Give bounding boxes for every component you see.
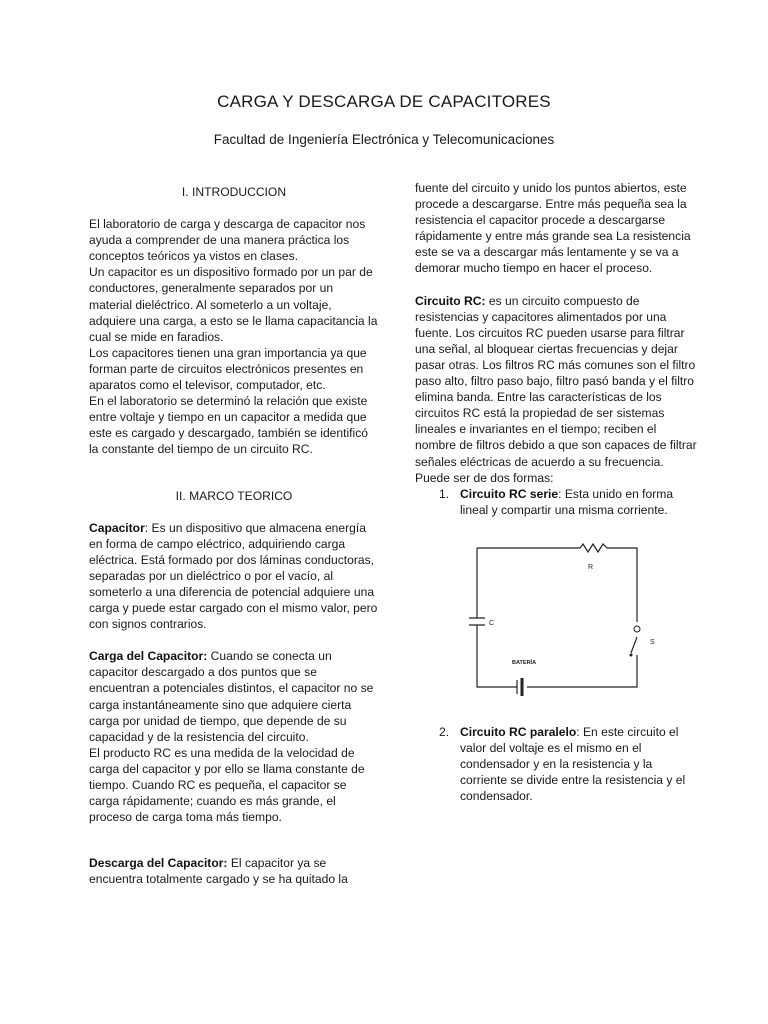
- carga-text: Cuando se conecta un capacitor descargado a dos puntos que se encuentran a potenciales distintos, el capacitor no se carga instantáneamente sino que adquiere cierta carga por unidad de tiempo, que depende de su capacidad y de la resistencia del circuito.: [89, 649, 374, 744]
- list-number: 1.: [439, 486, 450, 501]
- carga-paragraph-2: El producto RC es una medida de la velocidad de carga del capacitor y por ello se llama constante de tiempo. Cuando RC es pequeña, el capacitor se carga rápidamente; cuando es más grande, el proceso de carga toma más tiempo.: [89, 745, 365, 825]
- capacitor-plates: [469, 618, 485, 625]
- capacitor-text: : Es un dispositivo que almacena energía en forma de campo eléctrico, adquiriendo carga eléctrica. Está formado por dos láminas conductoras, separadas por un dieléctrico o por el vacío, al someterlo a una diferencia de potencial adquiere una carga y puede estar cargado con el mismo valor, pero con signos contrarios.: [89, 520, 378, 632]
- switch-contact-bottom: [630, 653, 633, 656]
- rc-paragraph: [415, 293, 700, 470]
- label-r: R: [588, 563, 594, 571]
- marco-heading: II. MARCO TEORICO: [175, 488, 293, 503]
- descarga-term: Descarga del Capacitor:: [89, 856, 228, 871]
- item2-text: : En este circuito el valor del voltaje es el mismo en el condensador y en la resistencia y la corriente se divide entre la resistencia y el condensador.: [460, 724, 686, 804]
- item2-term: Circuito RC paralelo: [460, 724, 577, 739]
- switch-contact-top: [634, 626, 640, 632]
- list-item: [415, 724, 700, 804]
- intro-paragraph-3: Los capacitores tienen una gran importancia ya que forman parte de circuitos electrónicos presentes en aparatos como el televisor, computador, etc.: [89, 345, 367, 393]
- document-subtitle: Facultad de Ingeniería Electrónica y Telecomunicaciones: [213, 132, 555, 147]
- circuit-wire-right: [527, 655, 637, 687]
- label-bateria: BATERÍA: [512, 659, 537, 666]
- intro-heading: I. INTRODUCCION: [181, 185, 287, 199]
- intro-paragraph-2: Un capacitor es un dispositivo formado por un par de conductores, generalmente separados por un material dieléctrico. Al someterlo a un voltaje, adquiere una carga, a esto se le llama capacitancia la cual se mide en faradios.: [89, 265, 378, 344]
- intro-paragraph-1: El laboratorio de carga y descarga de capacitor nos ayuda a comprender de una manera práctica los conceptos teóricos ya vistos en clases.: [89, 217, 366, 264]
- list-number: 2.: [439, 724, 450, 739]
- capacitor-term: Capacitor: [89, 520, 145, 535]
- descarga-text: El capacitor ya se encuentra totalmente cargado y se ha quitado la: [89, 856, 348, 887]
- intro-paragraph-4: En el laboratorio se determinó la relación que existe entre voltaje y tiempo en un capacitor a medida que este es cargado y descargado, también se identificó la constante del tiempo de un circuito RC.: [89, 394, 368, 457]
- rc-types-list: [415, 486, 700, 518]
- item1-term: Circuito RC serie: [460, 486, 559, 501]
- rc-text: es un circuito compuesto de resistencias y capacitores alimentados por una fuente. Los circuitos RC pueden usarse para filtrar una señal, al bloquear ciertas frecuencias y dejar pasar otras. Los filtros RC más comunes son el filtro paso alto, filtro paso bajo, filtro pasó banda y el filtro elimina banda. Entre las características de los circuitos RC está la propiedad de ser sistemas lineales e invariantes en el tiempo; reciben el nombre de filtros debido a que son capaces de filtrar señales eléctricas de acuerdo a su frecuencia.: [415, 293, 697, 469]
- resistor-zigzag: [580, 544, 607, 552]
- document-title: CARGA Y DESCARGA DE CAPACITORES: [217, 92, 551, 111]
- carga-term: Carga del Capacitor:: [89, 649, 208, 664]
- descarga-continuation: fuente del circuito y unido los puntos abiertos, este procede a descargarse. Entre más pequeña sea la resistencia el capacitor procede a descargarse rápidamente y entre más grande sea La resistencia este se va a descargar más lentamente y se va a demorar mucho tiempo en hacer el proceso.: [415, 181, 691, 276]
- label-s: S: [650, 638, 655, 646]
- item1-text: : Esta unido en forma lineal y compartir una misma corriente.: [460, 486, 674, 517]
- forms-intro: Puede ser de dos formas:: [415, 470, 554, 485]
- rc-types-list-2: [415, 724, 700, 804]
- rc-term: Circuito RC:: [415, 293, 486, 308]
- capacitor-paragraph: [89, 520, 379, 633]
- carga-paragraph: [89, 648, 379, 745]
- circuit-wire-top-right: [607, 548, 637, 622]
- left-column: [89, 184, 379, 887]
- right-column: [415, 180, 700, 804]
- circuit-wire-bottom-left: [477, 625, 517, 687]
- switch-lever: [631, 637, 637, 653]
- list-item: [415, 486, 700, 518]
- descarga-paragraph: [89, 855, 379, 887]
- label-c: C: [489, 619, 495, 627]
- rc-series-circuit-diagram: [455, 540, 695, 710]
